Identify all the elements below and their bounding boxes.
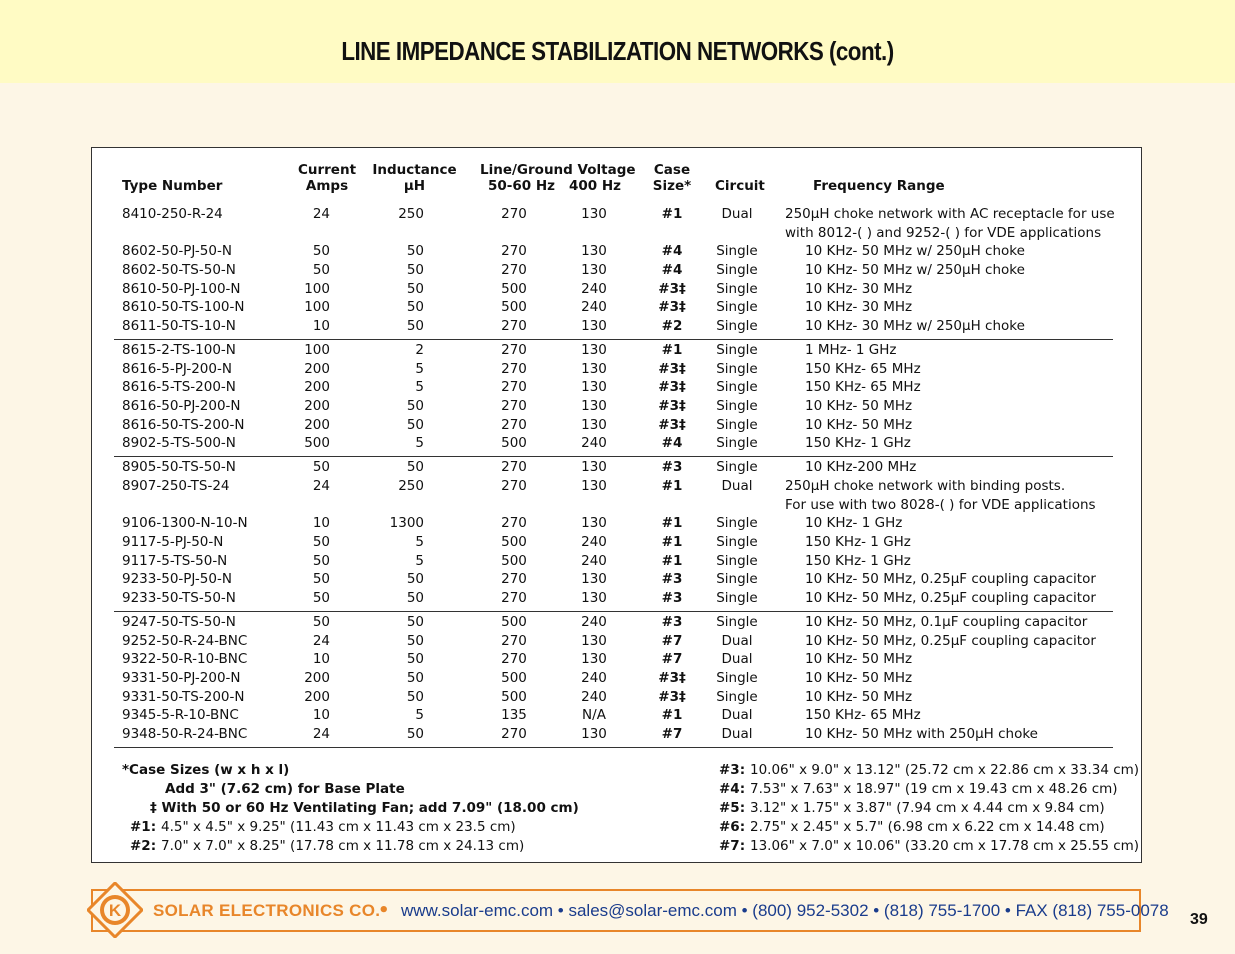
inductance: 5 — [415, 379, 424, 396]
frequency-range: 150 KHz- 1 GHz — [805, 534, 911, 551]
case-size: #1 — [661, 515, 683, 532]
current-amps: 100 — [304, 342, 330, 359]
circuit: Single — [716, 459, 758, 476]
spec-table-panel — [91, 147, 1142, 863]
table-row — [92, 552, 1141, 570]
voltage-400hz: 240 — [581, 435, 607, 452]
inductance: 50 — [406, 299, 424, 316]
voltage-50-60hz: 270 — [501, 342, 527, 359]
voltage-50-60hz: 270 — [501, 632, 527, 649]
circuit: Dual — [721, 726, 753, 743]
case-size: #3‡ — [658, 379, 686, 396]
circuit: Dual — [721, 206, 753, 222]
case-size-dimensions: 7.0" x 7.0" x 8.25" (17.78 cm x 11.78 cm x 24.13 cm) — [161, 837, 525, 854]
circuit: Dual — [721, 651, 753, 668]
case-size: #3‡ — [658, 299, 686, 316]
frequency-range: 10 KHz- 50 MHz — [805, 688, 913, 705]
case-size: #4 — [661, 261, 683, 278]
type-number: 9247-50-TS-50-N — [122, 614, 236, 631]
frequency-range: 10 KHz- 30 MHz w/ 250µH choke — [805, 317, 1025, 334]
table-row — [92, 242, 1141, 260]
table-row — [92, 650, 1141, 668]
table-row — [92, 261, 1141, 279]
header-case-line1: Case — [653, 162, 691, 178]
header-current — [287, 162, 367, 194]
circuit: Single — [716, 416, 758, 433]
frequency-range: 10 KHz- 50 MHz, 0.25µF coupling capacitor — [805, 590, 1096, 606]
current-amps: 200 — [304, 379, 330, 396]
frequency-range: 250µH choke network with AC receptacle for use — [785, 206, 1115, 222]
footer-bar — [91, 889, 1169, 932]
case-size: #1 — [661, 534, 683, 551]
table-row — [92, 378, 1141, 396]
case-size-item — [719, 837, 1139, 855]
voltage-50-60hz: 500 — [501, 552, 527, 569]
header-voltage: Line/Ground Voltage — [480, 162, 636, 178]
circuit: Single — [716, 435, 758, 452]
table-row — [92, 317, 1141, 335]
case-size: #3‡ — [658, 688, 686, 705]
circuit: Single — [716, 614, 758, 631]
voltage-50-60hz: 270 — [501, 416, 527, 433]
case-size: #4 — [661, 435, 683, 452]
current-amps: 50 — [312, 534, 330, 551]
circuit: Single — [716, 261, 758, 278]
table-row — [92, 706, 1141, 724]
table-row — [92, 688, 1141, 706]
case-size-label: #7: — [719, 838, 746, 854]
inductance: 50 — [406, 459, 424, 476]
contact-info[interactable]: www.solar-emc.com • sales@solar-emc.com • (800) 952-5302 • (818) 755-1700 • FAX (818) 755-0078 — [401, 901, 1169, 920]
voltage-50-60hz: 270 — [501, 206, 527, 222]
inductance: 50 — [406, 416, 424, 433]
current-amps: 200 — [304, 360, 330, 377]
header-voltage-400: 400 Hz — [569, 178, 622, 194]
type-number: 9331-50-PJ-200-N — [122, 670, 241, 687]
current-amps: 50 — [312, 459, 330, 476]
voltage-400hz: 130 — [581, 261, 607, 278]
row-group-divider — [114, 456, 1113, 457]
frequency-range: 1 MHz- 1 GHz — [805, 342, 897, 359]
table-row — [92, 669, 1141, 687]
current-amps: 50 — [312, 571, 330, 588]
case-sizes-title: *Case Sizes (w x h x l) — [122, 762, 290, 778]
frequency-range: 10 KHz- 1 GHz — [805, 515, 903, 532]
case-size: #1 — [661, 552, 683, 569]
inductance: 50 — [406, 317, 424, 334]
case-size-item — [719, 761, 1139, 779]
header-frequency: Frequency Range — [813, 178, 945, 194]
voltage-50-60hz: 270 — [501, 459, 527, 476]
type-number: 8902-5-TS-500-N — [122, 435, 236, 452]
inductance: 5 — [415, 707, 424, 724]
inductance: 5 — [415, 552, 424, 569]
voltage-400hz: 240 — [581, 534, 607, 551]
case-size: #3‡ — [658, 670, 686, 687]
header-circuit: Circuit — [715, 178, 765, 194]
table-row — [92, 725, 1141, 743]
case-size-item — [719, 780, 1118, 798]
voltage-400hz: 130 — [581, 726, 607, 743]
header-inductance — [367, 162, 462, 194]
voltage-50-60hz: 135 — [501, 707, 527, 724]
inductance: 250 — [398, 206, 424, 222]
table-row — [92, 514, 1141, 532]
type-number: 8610-50-PJ-100-N — [122, 280, 241, 297]
frequency-range: 250µH choke network with binding posts. — [785, 478, 1066, 495]
voltage-50-60hz: 500 — [501, 299, 527, 316]
inductance: 5 — [415, 360, 424, 377]
frequency-range: 10 KHz- 50 MHz, 0.25µF coupling capacitor — [805, 632, 1096, 649]
frequency-range: 150 KHz- 1 GHz — [805, 552, 911, 569]
case-size: #1 — [661, 707, 683, 724]
header-current-line2: Amps — [305, 178, 349, 194]
frequency-range: 150 KHz- 65 MHz — [805, 360, 921, 377]
circuit: Single — [716, 360, 758, 377]
case-size-item — [719, 818, 1105, 836]
circuit: Single — [716, 590, 758, 606]
case-size: #3‡ — [658, 360, 686, 377]
table-row — [92, 397, 1141, 415]
circuit: Single — [716, 571, 758, 588]
current-amps: 200 — [304, 416, 330, 433]
type-number: 8410-250-R-24 — [122, 206, 223, 222]
voltage-50-60hz: 500 — [501, 614, 527, 631]
inductance: 50 — [406, 632, 424, 649]
type-number: 9348-50-R-24-BNC — [122, 726, 248, 743]
voltage-50-60hz: 270 — [501, 398, 527, 414]
voltage-50-60hz: 270 — [501, 317, 527, 334]
current-amps: 10 — [312, 515, 330, 532]
type-number: 8616-50-PJ-200-N — [122, 398, 241, 414]
voltage-400hz: 240 — [581, 614, 607, 631]
type-number: 9117-5-PJ-50-N — [122, 534, 224, 551]
frequency-range: 150 KHz- 65 MHz — [805, 707, 921, 724]
fan-note: ‡ With 50 or 60 Hz Ventilating Fan; add 7.09" (18.00 cm) — [150, 800, 579, 816]
circuit: Dual — [721, 478, 753, 495]
case-size-label: #6: — [719, 819, 746, 835]
voltage-400hz: 130 — [581, 651, 607, 668]
frequency-range: 10 KHz-200 MHz — [805, 459, 917, 476]
case-size-dimensions: 7.53" x 7.63" x 18.97" (19 cm x 19.43 cm x 48.26 cm) — [750, 781, 1118, 797]
circuit: Dual — [721, 707, 753, 724]
base-plate-note: Add 3" (7.62 cm) for Base Plate — [165, 781, 405, 797]
voltage-400hz: 130 — [581, 571, 607, 588]
frequency-range: 150 KHz- 65 MHz — [805, 379, 921, 396]
current-amps: 24 — [312, 726, 330, 743]
table-row — [92, 341, 1141, 359]
frequency-range: 10 KHz- 30 MHz — [805, 280, 913, 297]
page-number: 39 — [1190, 911, 1208, 928]
inductance: 50 — [406, 398, 424, 414]
type-number: 8616-50-TS-200-N — [122, 416, 245, 433]
frequency-range: 10 KHz- 50 MHz — [805, 670, 913, 687]
frequency-range: 10 KHz- 50 MHz — [805, 416, 913, 433]
circuit: Single — [716, 398, 758, 414]
type-number: 8616-5-PJ-200-N — [122, 360, 232, 377]
case-size: #7 — [661, 726, 683, 743]
circuit: Single — [716, 515, 758, 532]
current-amps: 200 — [304, 670, 330, 687]
case-size: #1 — [661, 478, 683, 495]
case-size: #1 — [661, 342, 683, 359]
type-number: 8611-50-TS-10-N — [122, 317, 236, 334]
frequency-range: 10 KHz- 50 MHz w/ 250µH choke — [805, 261, 1025, 278]
table-row — [92, 589, 1141, 607]
voltage-50-60hz: 270 — [501, 651, 527, 668]
case-size: #3‡ — [658, 280, 686, 297]
inductance: 50 — [406, 670, 424, 687]
voltage-400hz: 130 — [581, 632, 607, 649]
voltage-50-60hz: 270 — [501, 360, 527, 377]
current-amps: 10 — [312, 707, 330, 724]
table-row — [92, 570, 1141, 588]
voltage-400hz: 240 — [581, 552, 607, 569]
header-case — [642, 162, 702, 194]
inductance: 50 — [406, 590, 424, 606]
table-row — [92, 613, 1141, 631]
current-amps: 50 — [312, 590, 330, 606]
case-size-item — [719, 799, 1105, 817]
current-amps: 100 — [304, 280, 330, 297]
voltage-400hz: 240 — [581, 299, 607, 316]
frequency-range: 150 KHz- 1 GHz — [805, 435, 911, 452]
case-size: #1 — [661, 206, 683, 222]
type-number: 9331-50-TS-200-N — [122, 688, 245, 705]
inductance: 250 — [398, 478, 424, 495]
inductance: 5 — [415, 435, 424, 452]
voltage-400hz: 130 — [581, 317, 607, 334]
case-size-label: #1: — [130, 819, 157, 835]
inductance: 50 — [406, 614, 424, 631]
table-row — [92, 298, 1141, 316]
type-number: 8615-2-TS-100-N — [122, 342, 236, 359]
case-size: #2 — [661, 317, 683, 334]
voltage-50-60hz: 270 — [501, 243, 527, 260]
circuit: Single — [716, 552, 758, 569]
type-number: 9117-5-TS-50-N — [122, 552, 228, 569]
inductance: 1300 — [389, 515, 424, 532]
table-row — [92, 434, 1141, 452]
voltage-400hz: 240 — [581, 670, 607, 687]
frequency-range: 10 KHz- 50 MHz w/ 250µH choke — [805, 243, 1025, 260]
voltage-400hz: 130 — [581, 243, 607, 260]
type-number: 8907-250-TS-24 — [122, 478, 230, 495]
case-size: #3 — [661, 614, 683, 631]
voltage-50-60hz: 270 — [501, 515, 527, 532]
circuit: Single — [716, 280, 758, 297]
row-group-divider — [114, 339, 1113, 340]
case-size: #7 — [661, 651, 683, 668]
current-amps: 100 — [304, 299, 330, 316]
case-size-label: #3: — [719, 762, 746, 778]
header-inductance-line2: µH — [403, 178, 426, 194]
type-number: 8602-50-PJ-50-N — [122, 243, 232, 260]
current-amps: 500 — [304, 435, 330, 452]
inductance: 50 — [406, 280, 424, 297]
voltage-400hz: 130 — [581, 459, 607, 476]
case-size-item — [130, 837, 524, 855]
case-size-dimensions: 2.75" x 2.45" x 5.7" (6.98 cm x 6.22 cm x 14.48 cm) — [750, 819, 1105, 835]
voltage-50-60hz: 500 — [501, 534, 527, 551]
voltage-50-60hz: 270 — [501, 261, 527, 278]
case-size-label: #2: — [130, 837, 157, 854]
table-row — [92, 360, 1141, 378]
voltage-50-60hz: 500 — [501, 280, 527, 297]
row-group-divider — [114, 747, 1113, 748]
current-amps: 200 — [304, 688, 330, 705]
current-amps: 50 — [312, 261, 330, 278]
footer-bullet: • — [378, 900, 390, 921]
inductance: 5 — [415, 534, 424, 551]
case-size-dimensions: 13.06" x 7.0" x 10.06" (33.20 cm x 17.78 cm x 25.55 cm) — [750, 838, 1140, 854]
case-size: #3 — [661, 571, 683, 588]
circuit: Single — [716, 534, 758, 551]
header-voltage-50: 50-60 Hz — [488, 178, 556, 194]
frequency-range-cont: For use with two 8028-( ) for VDE applications — [785, 496, 1096, 513]
case-size-item — [130, 818, 516, 836]
frequency-range: 10 KHz- 50 MHz with 250µH choke — [805, 726, 1038, 743]
circuit: Single — [716, 670, 758, 687]
voltage-400hz: 130 — [581, 398, 607, 414]
current-amps: 50 — [312, 243, 330, 260]
company-name: SOLAR ELECTRONICS CO. — [153, 901, 381, 920]
voltage-400hz: 130 — [581, 478, 607, 495]
voltage-50-60hz: 270 — [501, 379, 527, 396]
type-number: 8610-50-TS-100-N — [122, 299, 245, 316]
table-row — [92, 205, 1141, 223]
frequency-range: 10 KHz- 30 MHz — [805, 299, 913, 316]
voltage-400hz: 130 — [581, 515, 607, 532]
table-row — [92, 632, 1141, 650]
type-number: 9345-5-R-10-BNC — [122, 707, 239, 724]
case-size: #3 — [661, 459, 683, 476]
table-row — [92, 416, 1141, 434]
voltage-50-60hz: 270 — [501, 726, 527, 743]
circuit: Single — [716, 243, 758, 260]
circuit: Single — [716, 317, 758, 334]
current-amps: 24 — [312, 206, 330, 222]
circuit: Single — [716, 379, 758, 396]
inductance: 50 — [406, 571, 424, 588]
table-row-continuation — [92, 496, 1141, 514]
voltage-50-60hz: 500 — [501, 435, 527, 452]
row-group-divider — [114, 611, 1113, 612]
current-amps: 24 — [312, 478, 330, 495]
type-number: 9322-50-R-10-BNC — [122, 651, 248, 668]
type-number: 8905-50-TS-50-N — [122, 459, 236, 476]
frequency-range: 10 KHz- 50 MHz, 0.1µF coupling capacitor — [805, 614, 1088, 631]
current-amps: 10 — [312, 651, 330, 668]
circuit: Single — [716, 342, 758, 359]
type-number: 9252-50-R-24-BNC — [122, 632, 248, 649]
header-case-line2: Size* — [652, 178, 692, 194]
logo-letter: K — [108, 901, 122, 920]
current-amps: 200 — [304, 398, 330, 414]
voltage-400hz: 130 — [581, 416, 607, 433]
case-size-label: #4: — [719, 781, 746, 797]
current-amps: 50 — [312, 552, 330, 569]
voltage-400hz: 130 — [581, 360, 607, 377]
inductance: 50 — [406, 261, 424, 278]
inductance: 50 — [406, 726, 424, 743]
case-size-dimensions: 10.06" x 9.0" x 13.12" (25.72 cm x 22.86 cm x 33.34 cm) — [750, 762, 1140, 778]
current-amps: 50 — [312, 614, 330, 631]
frequency-range: 10 KHz- 50 MHz, 0.25µF coupling capacitor — [805, 571, 1096, 588]
case-size: #3‡ — [658, 398, 686, 414]
voltage-400hz: 130 — [581, 206, 607, 222]
page-title: LINE IMPEDANCE STABILIZATION NETWORKS (cont.) — [341, 36, 894, 66]
header-current-line1: Current — [297, 162, 357, 178]
case-size-dimensions: 4.5" x 4.5" x 9.25" (11.43 cm x 11.43 cm x 23.5 cm) — [161, 819, 516, 835]
frequency-range-cont: with 8012-( ) and 9252-( ) for VDE applications — [785, 224, 1102, 241]
solar-logo-icon — [87, 882, 143, 938]
current-amps: 10 — [312, 317, 330, 334]
type-number: 8616-5-TS-200-N — [122, 379, 236, 396]
table-row — [92, 458, 1141, 476]
voltage-50-60hz: 270 — [501, 590, 527, 606]
table-row — [92, 477, 1141, 495]
voltage-400hz: 130 — [581, 590, 607, 606]
voltage-50-60hz: 270 — [501, 571, 527, 588]
case-size: #4 — [661, 243, 683, 260]
voltage-400hz: 130 — [581, 379, 607, 396]
case-size: #7 — [661, 632, 683, 649]
type-number: 8602-50-TS-50-N — [122, 261, 236, 278]
frequency-range: 10 KHz- 50 MHz — [805, 398, 913, 414]
voltage-50-60hz: 500 — [501, 670, 527, 687]
table-row — [92, 533, 1141, 551]
case-size-dimensions: 3.12" x 1.75" x 3.87" (7.94 cm x 4.44 cm x 9.84 cm) — [750, 800, 1105, 816]
case-size: #3‡ — [658, 416, 686, 433]
table-row — [92, 280, 1141, 298]
inductance: 2 — [415, 342, 424, 359]
type-number: 9233-50-PJ-50-N — [122, 571, 232, 588]
inductance: 50 — [406, 688, 424, 705]
case-size: #3 — [661, 590, 683, 606]
type-number: 9233-50-TS-50-N — [122, 590, 236, 606]
header-inductance-line1: Inductance — [372, 162, 457, 178]
circuit: Single — [716, 299, 758, 316]
inductance: 50 — [406, 651, 424, 668]
title-banner — [0, 0, 1235, 83]
type-number: 9106-1300-N-10-N — [122, 515, 248, 532]
circuit: Single — [716, 688, 758, 705]
case-size-label: #5: — [719, 800, 746, 816]
inductance: 50 — [406, 243, 424, 260]
frequency-range: 10 KHz- 50 MHz — [805, 651, 913, 668]
voltage-50-60hz: 500 — [501, 688, 527, 705]
table-row-continuation — [92, 224, 1141, 242]
current-amps: 24 — [312, 632, 330, 649]
header-type: Type Number — [122, 178, 223, 194]
voltage-400hz: 240 — [581, 688, 607, 705]
voltage-50-60hz: 270 — [501, 478, 527, 495]
voltage-400hz: 130 — [581, 342, 607, 359]
circuit: Dual — [721, 632, 753, 649]
voltage-400hz: N/A — [582, 707, 606, 724]
voltage-400hz: 240 — [581, 280, 607, 297]
